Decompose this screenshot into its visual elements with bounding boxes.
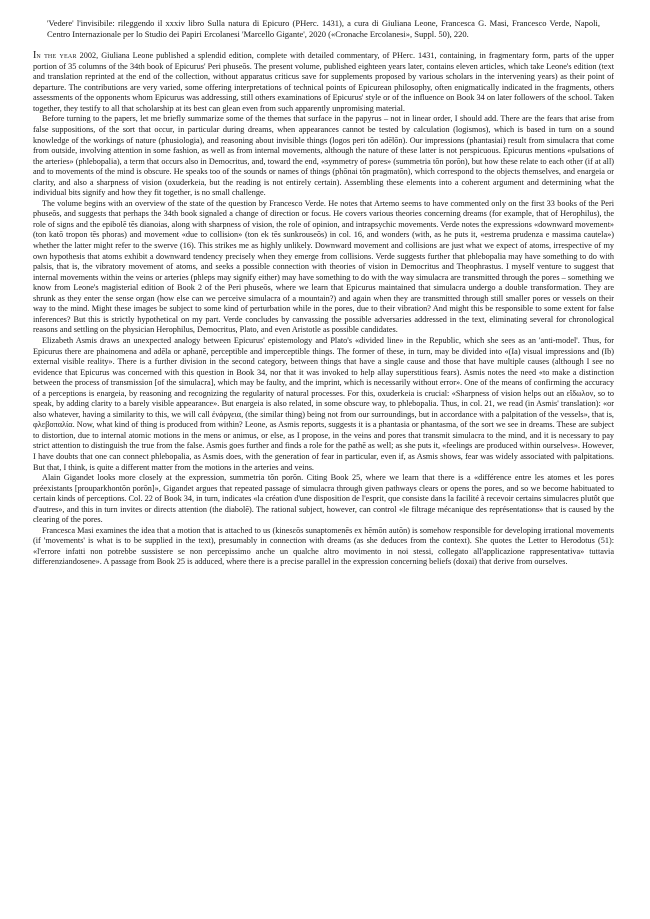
paragraph-verde: The volume begins with an overview of the state of the question by Francesco Verde. He notes that Artemo seems to have commented only on the first 33 books of the Peri phuseōs, and suggests that perhaps the 34th book signaled a change of direction or focus. He covers various theories concerning dreams (for example, that of Herophilus), the role of signs and the epibolē tēs dianoias, along with sharpness of vision, the role of opinion, and intrapsychic movements. Verde notes the expressions «downward movement» (ton katō tropon tēs phoras) and movement «due to collision» (ton ek tēs sunkrouseōs) in col. 16, and wonders (with, as he puts it, «estrema prudenza e massima cautela») whether the latter might refer to the swerve (16). This strikes me as highly unlikely. Downward movement and collisions are just what we expect of atoms, irrespective of my own hypothesis that atoms exhibit a downward tendency precisely when they emerge from collisions. Verde suggests further that phlebopalia may have something to do with palsis, that is, the vibratory movement of atoms, and seeks a possible connection with theories of vision in Democritus and Theophrastus. I myself venture to suggest that internal movements within the veins or arteries (phleps may signify either) may have something to do with the way simulacra are transmitted through the pores – something we know from Leone's magisterial edition of Book 2 of the Peri phuseōs, where we learn that Epicurus maintained that simulacra undergo a double transformation. They are shrunk as they enter the sense organ (how else can we perceive simulacra of a mountain?) and again when they are transmitted through still smaller pores or vessels on their way to the mind. Might these images be subject to some kind of perturbation while in the pores, due to their vibration? And might this be responsible to some extent for false inferences? But this is strictly hypothetical on my part. Verde concludes by canvassing the possible adversaries addressed in the text, eliminating several for chronological reasons and settling on the physician Herophilus, Democritus, Plato, and even Aristotle as possible candidates.: [33, 198, 614, 335]
book-citation: 'Vedere' l'invisibile: rileggendo il xxxiv libro Sulla natura di Epicuro (PHerc. 1431), a cura di Giuliana Leone, Francesca G. Masi, Francesco Verde, Napoli, Centro Internazionale per lo Studio dei Papiri Ercolanesi 'Marcello Gigante', 2020 («Cronache Ercolanesi», Suppl. 50), 220.: [47, 18, 600, 39]
review-body: [33, 51, 614, 568]
drop-cap: I: [33, 50, 37, 62]
paragraph-summary: Before turning to the papers, let me briefly summarize some of the themes that surface in the papyrus – not in linear order, I should add. There are the fears that arise from false suppositions, of the sort that occur, in particular during dreams, when appearances cannot be tested by calculation (logismos), which is based in turn on a sound knowledge of the workings of nature (phusiologia), and reasoning about invisible things (logos peri tōn adēlōn). Our impressions (phantasiai) result from simulacra that come from outside, involving attention in some fashion, as well as from internal movements, although the nature of these latter is not perspicuous. Epicurus mentions «pulsations of the arteries» (phlebopalia), a term that occurs also in Democritus, and, toward the end, «symmetry of pores» (summetria tōn porōn), but how these relate to each other (if at all) and to movements of the mind is obscure. He speaks too of the sounds or names of things (phōnai tōn pragmatōn), which correspond to the objects themselves, and enargeia or clarity, and also a sharpness of vision (oxuderkeia, but the reading is not entirely certain). Assembling these elements into a coherent argument and determining what the individual bits signify and how they fit together, is no small challenge.: [33, 114, 614, 198]
opening-text: 2002, Giuliana Leone published a splendid edition, complete with detailed commentary, of PHerc. 1431, containing, in fragmentary form, parts of the upper portion of 35 columns of the 34th book of Epicurus' Peri phuseōs. The present volume, published eighteen years later, contains eleven articles, which take Leone's edition (text and translation reprinted at the end of the collection, without apparatus criticus save for supplements proposed by various scholars in the intervening years) as their point of departure. The contributions are very varied, some offering interpretations of technical points of Epicurean philosophy, often enigmatically indicated in the fragments, others assessments of the opponents whom Epicurus was addressing, still others examinations of Epicurus' style or of the influence on Book 34 on later followers of the school. Taken together, they testify to all that scholarship at its best can glean even from such apparently unpromising material.: [33, 51, 614, 113]
paragraph-asmis: Elizabeth Asmis draws an unexpected analogy between Epicurus' epistemology and Plato's «divided line» in the Republic, which she sees as an 'anti-model'. Thus, for Epicurus there are phainomena and adēla or aphanē, perceptible and imperceptible things. The former of these, in turn, may be divided into «(Ia) visual impressions and (Ib) external visible reality». There is a further division in the second category, between things that have a single cause and those that have multiple causes (although I see no evidence that Epicurus was concerned with this question in Book 34, nor that it was invoked to help allay superstitious fears). Asmis notes the need «to make a distinction between the process of transmission [of the simulacra], which may be faulty, and the imprint, which is necessarily without error». One of the means of confirming the accuracy of a perceptions is enargeia, by reasoning and recognizing the regularity of natural processes. For this, oxuderkeia is crucial: «Sharpness of vision helps out an εἴδωλον, so to speak, by adding clarity to a barely visible appearance». But enargeia is also related, in some obscure way, to phlebopalia. Thus, in col. 21, we read (in Asmis' translation): «or also whatever, having a similarity to this, we will call ἐνάργεια, (the similar thing) being not from our surroundings, but in accordance with a palpitation of the vessels», that is, φλεβοπαλία. Now, what kind of thing is produced from within? Leone, as Asmis reports, suggests it is a phantasia or phantasma, of the sort we see in dreams. These are subject to distortion, due to internal atomic motions in the mens or animus, or else, as I propose, in the veins and pores that transmit simulacra to the mind, and it is necessary to pay strict attention to distinguish the true from the false. Asmis goes further and finds a role for the pathē as well; as she puts it, «feelings are produced within ourselves». However, I have doubts that one can connect phlebopalia, as Asmis does, with the generation of fear in particular, even if, as Asmis shows, fear was widely associated with palpitations. But that, I think, is quite a different matter from the motions in the arteries and veins.: [33, 335, 614, 472]
paragraph-gigandet: Alain Gigandet looks more closely at the expression, summetria tōn porōn. Citing Book 25, where we learn that there is a «différence entre les atomes et les pores préexistants [prouparkhontōn porōn]», Gigandet argues that repeated passage of simulacra through given pathways clears or opens the pores, and so we become habituated to certain kinds of perceptions. Col. 22 of Book 34, in turn, indicates «la création d'une disposition de l'esprit, que consiste dans la facilité à recevoir certains simulacres plutôt que d'autres», and this in turn invites or directs attention (the diabolē). The rational subject, however, can control «le filtrage mécanique des représentations» that is caused by the clearing of the pores.: [33, 473, 615, 525]
paragraph-masi: Francesca Masi examines the idea that a motion that is attached to us (kinesεōs sunaptomenēs ex hēmōn autōn) is somehow responsible for developing irrational movements (if 'movements' is what is to be supplied in the text), presumably in connection with dreams (as she deduces from the context). She quotes the Letter to Herodotus (51): «l'errore infatti non potrebbe sussistere se non percepissimo anche un qualche altro movimento in noi stessi, collegato all'applicazione rappresentativa» tuttavia differenziandosene». A passage from Book 25 is adduced, where there is a precise parallel in the expression concerning beliefs (doxai) that derive from ourselves.: [33, 525, 614, 567]
opening-smallcaps: n the year: [36, 51, 77, 61]
opening-paragraph: [33, 51, 614, 114]
